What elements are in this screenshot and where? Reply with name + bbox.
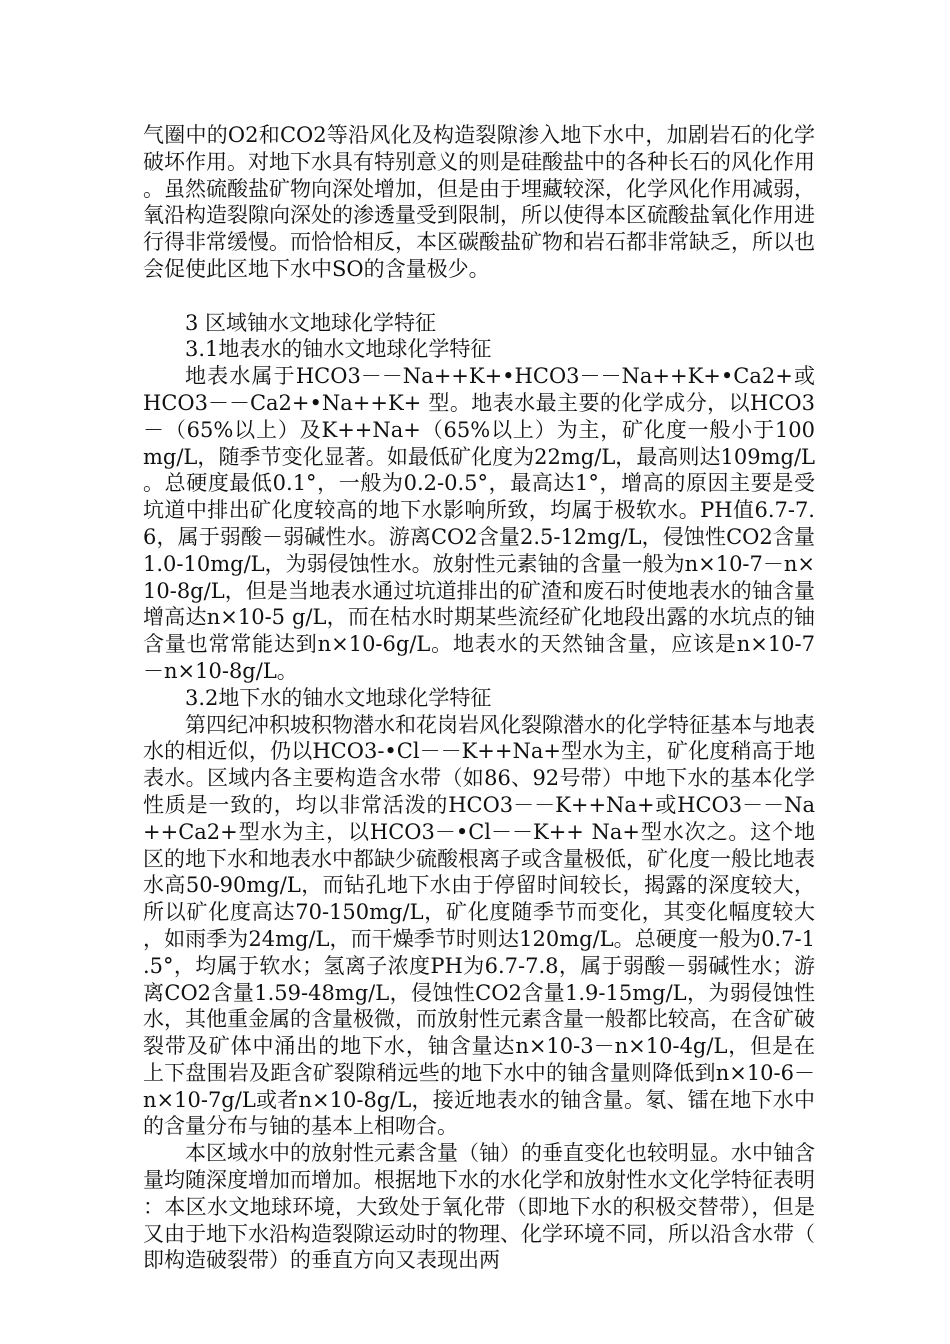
document-page [143, 122, 815, 1274]
paragraph-surface-water: 地表水属于HCO3－－Na++K+•HCO3－－Na++K+•Ca2+或HCO3－－Ca2+•Na++K+ 型。地表水最主要的化学成分，以HCO3－（65%以上）及K++Na+（65%以上）为主，矿化度一般小于100mg/L，随季节变化显著。如最低矿化度为22mg/L，最高则达109mg/L。总硬度最低0.1°，一般为0.2-0.5°，最高达1°，增高的原因主要是受坑道中排出矿化度较高的地下水影响所致，均属于极软水。PH值6.7-7.6，属于弱酸－弱碱性水。游离CO2含量2.5-12mg/L，侵蚀性CO2含量1.0-10mg/L，为弱侵蚀性水。放射性元素铀的含量一般为n×10-7－n×10-8g/L，但是当地表水通过坑道排出的矿渣和废石时使地表水的铀含量增高达n×10-5 g/L，而在枯水时期某些流经矿化地段出露的水坑点的铀含量也常常能达到n×10-6g/L。地表水的天然铀含量，应该是n×10-7－n×10-8g/L。 [143, 364, 816, 683]
paragraph-weathering: 气圈中的O2和CO2等沿风化及构造裂隙渗入地下水中，加剧岩石的化学破坏作用。对地下水具有特别意义的则是硅酸盐中的各种长石的风化作用。虽然硫酸盐矿物向深处增加，但是由于埋藏较深，化学风化作用减弱，氧沿构造裂隙向深处的渗透量受到限制，所以使得本区硫酸盐氧化作用进行得非常缓慢。而恰恰相反，本区碳酸盐矿物和岩石都非常缺乏，所以也会促使此区地下水中SO的含量极少。 [143, 123, 815, 281]
paragraph-gap [143, 283, 815, 310]
paragraph-vertical-variation: 本区域水中的放射性元素含量（铀）的垂直变化也较明显。水中铀含量均随深度增加而增加。根据地下水的水化学和放射性水文化学特征表明：本区水文地球环境，大致处于氧化带（即地下水的积极交替带），但是又由于地下水沿构造裂隙运动时的物理、化学环境不同，所以沿含水带（即构造破裂带）的垂直方向又表现出两 [143, 1141, 815, 1273]
subsection-heading-3-1: 3.1地表水的铀水文地球化学特征 [185, 337, 492, 362]
subsection-heading-3-2: 3.2地下水的铀水文地球化学特征 [185, 685, 492, 710]
paragraph-groundwater: 第四纪冲积坡积物潜水和花岗岩风化裂隙潜水的化学特征基本与地表水的相近似，仍以HCO3-•Cl－－K++Na+型水为主，矿化度稍高于地表水。区域内各主要构造含水带（如86、92号带）中地下水的基本化学性质是一致的，均以非常活泼的HCO3－－K++Na+或HCO3－－Na++Ca2+型水为主，以HCO3－•Cl－－K++ Na+型水次之。这个地区的地下水和地表水中都缺少硫酸根离子或含量极低，矿化度一般比地表水高50-90mg/L，而钻孔地下水由于停留时间较长，揭露的深度较大，所以矿化度高达70-150mg/L，矿化度随季节而变化，其变化幅度较大，如雨季为24mg/L，而干燥季节时则达120mg/L。总硬度一般为0.7-1.5°，均属于软水；氢离子浓度PH为6.7-7.8，属于弱酸－弱碱性水；游离CO2含量1.59-48mg/L，侵蚀性CO2含量1.9-15mg/L，为弱侵蚀性水，其他重金属的含量极微，而放射性元素含量一般都比较高，在含矿破裂带及矿体中涌出的地下水，铀含量达n×10-3－n×10-4g/L，但是在上下盘围岩及距含矿裂隙稍远些的地下水中的铀含量则降低到n×10-6－n×10-7g/L或者n×10-8g/L，接近地表水的铀含量。氡、镭在地下水中的含量分布与铀的基本上相吻合。 [143, 712, 815, 1139]
section-heading-3: 3 区域铀水文地球化学特征 [185, 310, 437, 335]
